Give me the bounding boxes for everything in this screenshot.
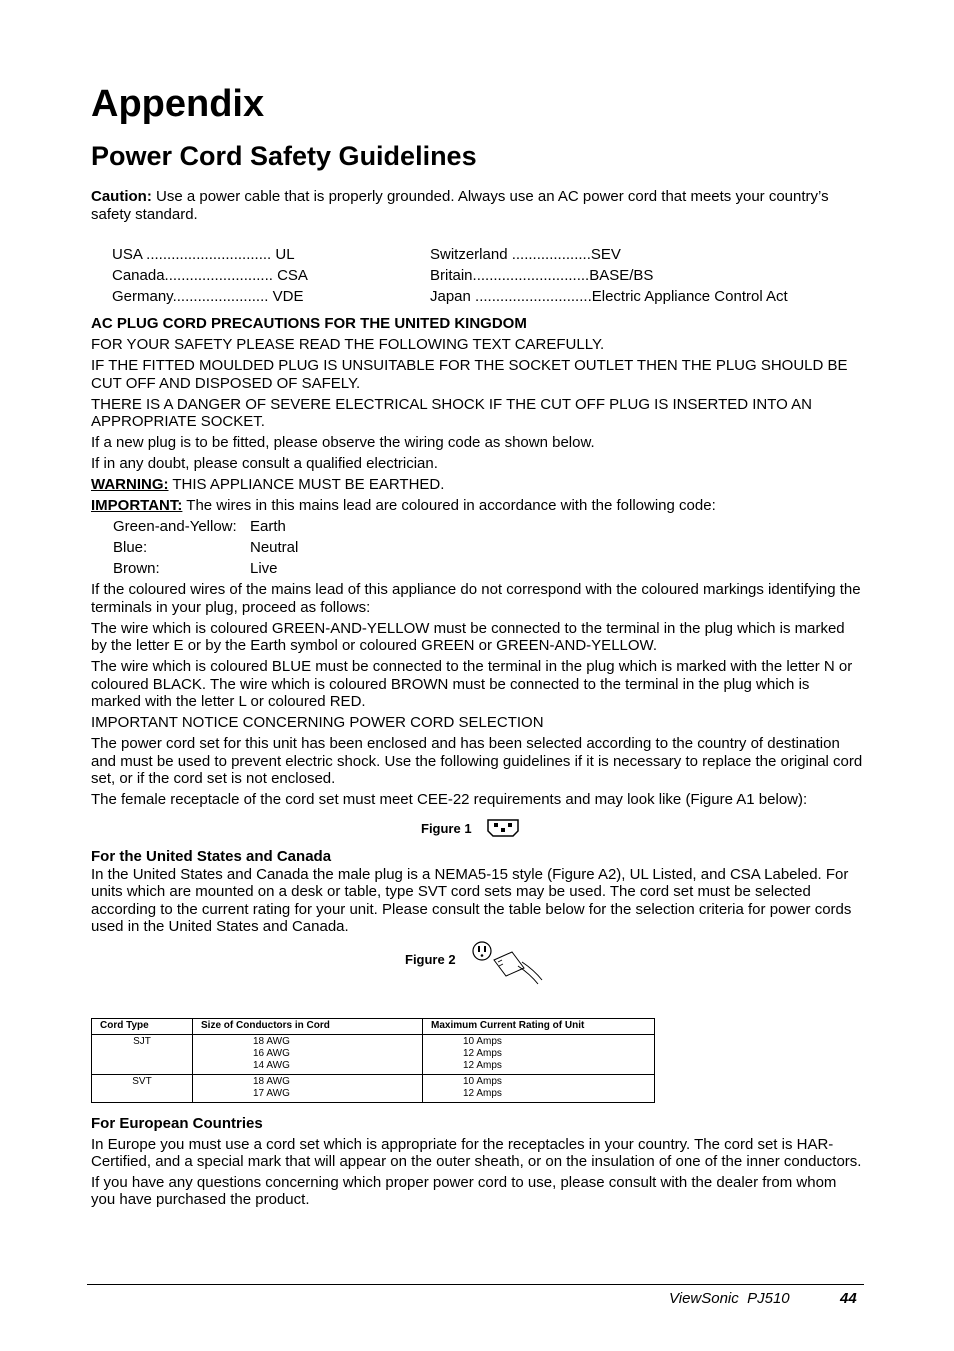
female-receptacle-icon bbox=[486, 818, 520, 838]
wire-code-row bbox=[91, 560, 863, 578]
wire-meaning: Neutral bbox=[250, 539, 299, 556]
page-title: Appendix bbox=[91, 83, 265, 125]
caution-text: Use a power cable that is properly grounded. Always use an AC power cord that meets your country’s safety standard. bbox=[91, 188, 829, 223]
footer-divider bbox=[87, 1284, 864, 1285]
us-heading: For the United States and Canada bbox=[91, 848, 332, 865]
standard-country: Britain bbox=[430, 267, 473, 284]
figure-1-label: Figure 1 bbox=[421, 820, 472, 836]
uk-paragraph: FOR YOUR SAFETY PLEASE READ THE FOLLOWING TEXT CAREFULLY. bbox=[91, 336, 605, 353]
current-rating-cell bbox=[423, 1035, 655, 1075]
dot-leader: ............................ bbox=[470, 288, 592, 305]
footer-brand: ViewSonic PJ510 bbox=[669, 1290, 790, 1307]
eu-section bbox=[91, 1115, 863, 1212]
standard-code: VDE bbox=[268, 288, 304, 305]
wire-code-row bbox=[91, 518, 863, 536]
current-rating: 10 Amps bbox=[463, 1036, 502, 1047]
conductor-size: 18 AWG bbox=[253, 1076, 290, 1087]
wire-color: Brown: bbox=[113, 560, 160, 577]
standard-country: Canada bbox=[112, 267, 165, 284]
wire-code-row bbox=[91, 539, 863, 557]
uk-section bbox=[91, 315, 863, 812]
uk-paragraph: The power cord set for this unit has been enclosed and has been selected according to the country of destination and must be used to prevent electric shock. Use the following guidelines if it is necessary to replace the original cord set, or if the cord set is not enclosed. bbox=[91, 735, 863, 787]
figure-2-label: Figure 2 bbox=[405, 952, 456, 967]
uk-paragraph: IMPORTANT NOTICE CONCERNING POWER CORD SELECTION bbox=[91, 714, 544, 731]
cord-type-cell: SVT bbox=[92, 1075, 193, 1103]
dot-leader: .............................. bbox=[142, 246, 272, 263]
uk-paragraph: If the coloured wires of the mains lead of this appliance do not correspond with the coloured markings identifying the terminals in your plug, proceed as follows: bbox=[91, 581, 861, 616]
uk-paragraph: THERE IS A DANGER OF SEVERE ELECTRICAL SHOCK IF THE CUT OFF PLUG IS INSERTED INTO AN APPROPRIATE SOCKET. bbox=[91, 395, 812, 430]
conductor-size: 17 AWG bbox=[253, 1088, 290, 1099]
uk-paragraph: The wire which is coloured BLUE must be connected to the terminal in the plug which is marked with the letter N or coloured BLACK. The wire which is coloured BROWN must be connected to the terminal in the plug which is marked with the letter L or coloured RED. bbox=[91, 658, 853, 710]
uk-paragraph: The wire which is coloured GREEN-AND-YELLOW must be connected to the terminal in the plug which is marked by the letter E or by the Earth symbol or coloured GREEN or GREEN-AND-YELLOW. bbox=[91, 619, 845, 654]
us-paragraph: In the United States and Canada the male plug is a NEMA5-15 style (Figure A2), UL Listed, and CSA Labeled. For units which are mounted on a desk or table, type SVT cord sets may be used. The cord set must be selected according to the current rating for your unit. Please consult the table below for the selection criteria for power cords used in the United States and Canada. bbox=[91, 865, 852, 935]
section-title: Power Cord Safety Guidelines bbox=[91, 141, 477, 171]
column-header: Maximum Current Rating of Unit bbox=[423, 1019, 655, 1035]
standard-row bbox=[430, 265, 863, 286]
us-section bbox=[91, 848, 863, 936]
column-header: Cord Type bbox=[92, 1019, 193, 1035]
standard-code: BASE/BS bbox=[589, 267, 654, 284]
figure-2 bbox=[405, 940, 548, 986]
standards-left-column bbox=[112, 244, 412, 307]
standard-row bbox=[112, 265, 412, 286]
uk-paragraph: If in any doubt, please consult a qualified electrician. bbox=[91, 455, 438, 472]
uk-paragraph: If a new plug is to be fitted, please observe the wiring code as shown below. bbox=[91, 434, 595, 451]
standard-row bbox=[112, 244, 412, 265]
current-rating: 12 Amps bbox=[463, 1088, 502, 1099]
warning-text: THIS APPLIANCE MUST BE EARTHED. bbox=[168, 476, 445, 493]
current-rating: 12 Amps bbox=[463, 1060, 502, 1071]
warning-paragraph bbox=[91, 476, 863, 494]
wire-meaning: Live bbox=[250, 560, 278, 577]
page-number: 44 bbox=[840, 1290, 857, 1307]
uk-heading: AC PLUG CORD PRECAUTIONS FOR THE UNITED KINGDOM bbox=[91, 315, 527, 332]
standard-country: Switzerland bbox=[430, 246, 508, 263]
standard-code: UL bbox=[271, 246, 295, 263]
uk-paragraph: The female receptacle of the cord set must meet CEE-22 requirements and may look like (Figure A1 below): bbox=[91, 791, 808, 808]
important-paragraph bbox=[91, 497, 863, 515]
male-plug-icon bbox=[472, 940, 548, 986]
conductor-size-cell bbox=[193, 1075, 423, 1103]
dot-leader: ................... bbox=[507, 246, 591, 263]
column-header: Size of Conductors in Cord bbox=[193, 1019, 423, 1035]
standard-country: Germany bbox=[112, 288, 173, 305]
conductor-size-cell bbox=[193, 1035, 423, 1075]
wire-color: Green-and-Yellow: bbox=[113, 518, 237, 535]
standard-country: Japan bbox=[430, 288, 471, 305]
standard-row bbox=[430, 244, 863, 265]
important-text: The wires in this mains lead are coloured in accordance with the following code: bbox=[182, 497, 716, 514]
caution-label: Caution: bbox=[91, 188, 152, 205]
current-rating: 10 Amps bbox=[463, 1076, 502, 1087]
important-label: IMPORTANT: bbox=[91, 497, 183, 514]
figure-1 bbox=[421, 818, 520, 838]
caution-paragraph bbox=[91, 188, 863, 223]
wire-meaning: Earth bbox=[250, 518, 286, 535]
eu-paragraph: In Europe you must use a cord set which is appropriate for the receptacles in your country. The cord set is HAR-Certified, and a special mark that will appear on the outer sheath, or on the insulation of one of the inner conductors. bbox=[91, 1135, 862, 1170]
standard-country: USA bbox=[112, 246, 143, 263]
standards-right-column bbox=[430, 244, 863, 307]
standard-row bbox=[430, 286, 863, 307]
conductor-size: 14 AWG bbox=[253, 1060, 290, 1071]
dot-leader: .......................... bbox=[164, 267, 273, 284]
eu-paragraph: If you have any questions concerning which proper power cord to use, please consult with the dealer from whom you have purchased the product. bbox=[91, 1173, 837, 1208]
table-header-row bbox=[92, 1019, 655, 1035]
table-row bbox=[92, 1035, 655, 1075]
standard-row bbox=[112, 286, 412, 307]
standard-code: Electric Appliance Control Act bbox=[591, 288, 788, 305]
conductor-size: 16 AWG bbox=[253, 1048, 290, 1059]
standard-code: CSA bbox=[272, 267, 308, 284]
warning-label: WARNING: bbox=[91, 476, 169, 493]
dot-leader: ....................... bbox=[172, 288, 269, 305]
table-row bbox=[92, 1075, 655, 1103]
eu-heading: For European Countries bbox=[91, 1115, 263, 1132]
dot-leader: ............................ bbox=[472, 267, 590, 284]
uk-paragraph: IF THE FITTED MOULDED PLUG IS UNSUITABLE FOR THE SOCKET OUTLET THEN THE PLUG SHOULD BE CUT OFF AND DISPOSED OF SAFELY. bbox=[91, 357, 848, 392]
conductor-size: 18 AWG bbox=[253, 1036, 290, 1047]
current-rating: 12 Amps bbox=[463, 1048, 502, 1059]
wire-color: Blue: bbox=[113, 539, 148, 556]
cord-selection-table bbox=[91, 1018, 655, 1103]
current-rating-cell bbox=[423, 1075, 655, 1103]
cord-type-cell: SJT bbox=[92, 1035, 193, 1075]
standard-code: SEV bbox=[590, 246, 621, 263]
